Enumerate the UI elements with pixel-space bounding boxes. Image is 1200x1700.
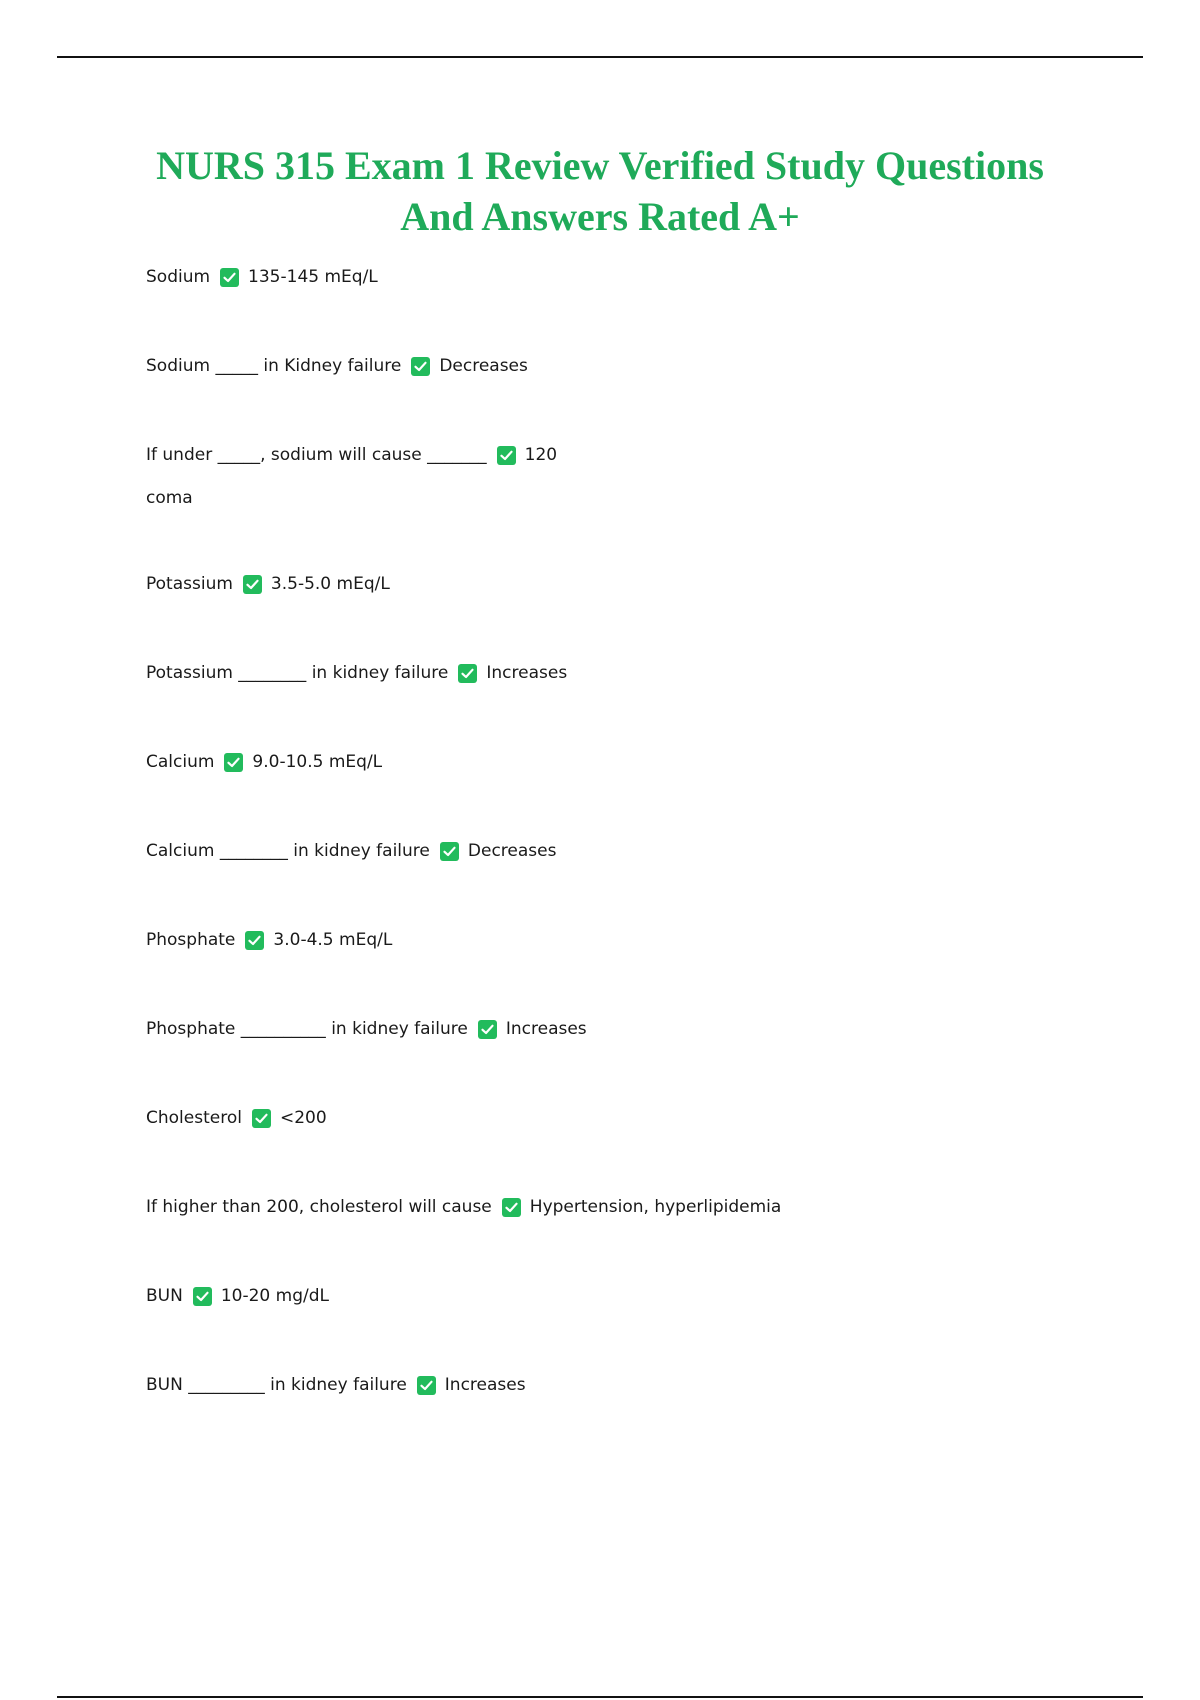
answer-text: 120 [524, 445, 558, 465]
qa-item [146, 660, 1126, 686]
green-checkmark-icon [193, 1287, 212, 1306]
qa-item [146, 442, 1126, 468]
green-checkmark-icon [440, 842, 459, 861]
qa-item [146, 264, 1126, 290]
qa-item [146, 1372, 1126, 1398]
answer-text: Hypertension, hyperlipidemia [529, 1197, 782, 1217]
qa-item [146, 927, 1126, 953]
answer-text: 3.0-4.5 mEq/L [273, 930, 393, 950]
question-text: If under _____, sodium will cause _______ [146, 445, 487, 465]
answer-text: 10-20 mg/dL [220, 1286, 329, 1306]
answer-text: Decreases [467, 841, 557, 861]
qa-item [146, 1105, 1126, 1131]
question-text: Calcium ________ in kidney failure [146, 841, 430, 861]
green-checkmark-icon [502, 1198, 521, 1217]
answer-text: Increases [444, 1375, 526, 1395]
question-text: Phosphate __________ in kidney failure [146, 1019, 468, 1039]
document-title [100, 140, 1100, 242]
question-text: Sodium _____ in Kidney failure [146, 356, 402, 376]
qa-item [146, 1016, 1126, 1042]
answer-text: Increases [486, 663, 568, 683]
qa-item [146, 1194, 1126, 1220]
qa-list [146, 264, 1126, 1398]
top-rule [57, 56, 1143, 58]
green-checkmark-icon [224, 753, 243, 772]
green-checkmark-icon [478, 1020, 497, 1039]
question-text: Sodium [146, 267, 211, 287]
title-line-1: NURS 315 Exam 1 Review Verified Study Questions [156, 143, 1044, 188]
answer-text: 9.0-10.5 mEq/L [252, 752, 383, 772]
question-text: BUN _________ in kidney failure [146, 1375, 407, 1395]
question-text: Cholesterol [146, 1108, 242, 1128]
green-checkmark-icon [245, 931, 264, 950]
answer-continuation: coma [146, 488, 193, 508]
qa-item [146, 838, 1126, 864]
answer-text: <200 [279, 1108, 327, 1128]
question-text: Potassium [146, 574, 233, 594]
answer-text: Decreases [439, 356, 528, 376]
question-text: Phosphate [146, 930, 236, 950]
bottom-rule [57, 1696, 1143, 1698]
green-checkmark-icon [411, 357, 430, 376]
green-checkmark-icon [252, 1109, 271, 1128]
answer-text: 3.5-5.0 mEq/L [270, 574, 390, 594]
question-text: BUN [146, 1286, 183, 1306]
question-text: Calcium [146, 752, 215, 772]
green-checkmark-icon [458, 664, 477, 683]
green-checkmark-icon [220, 268, 239, 287]
green-checkmark-icon [243, 575, 262, 594]
green-checkmark-icon [497, 446, 516, 465]
green-checkmark-icon [417, 1376, 436, 1395]
question-text: If higher than 200, cholesterol will cause [146, 1197, 492, 1217]
qa-item [146, 1283, 1126, 1309]
title-line-2: And Answers Rated A+ [400, 194, 800, 239]
answer-text: 135-145 mEq/L [248, 267, 378, 287]
qa-item [146, 749, 1126, 775]
answer-text: Increases [505, 1019, 587, 1039]
qa-item [146, 353, 1126, 379]
qa-item [146, 571, 1126, 597]
question-text: Potassium ________ in kidney failure [146, 663, 449, 683]
